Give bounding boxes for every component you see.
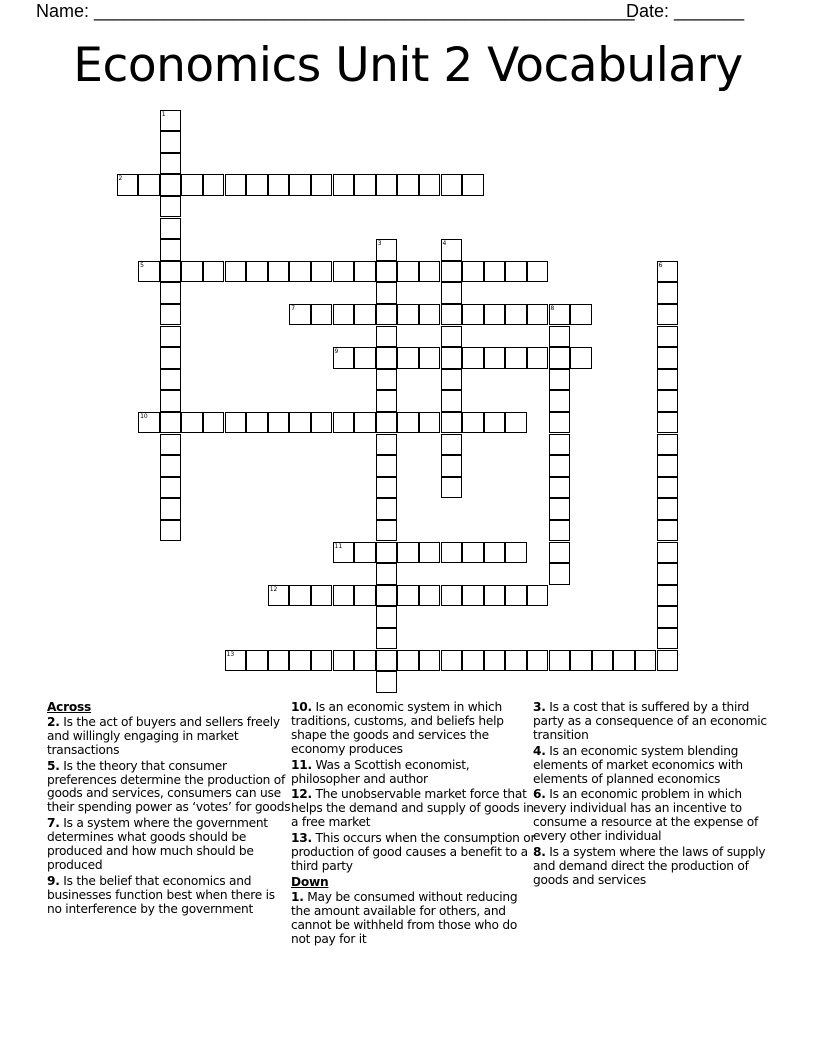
crossword-cell[interactable] xyxy=(592,650,614,672)
crossword-cell[interactable] xyxy=(117,174,139,196)
crossword-cell[interactable] xyxy=(203,261,225,283)
crossword-cell[interactable] xyxy=(333,585,355,607)
crossword-cell[interactable] xyxy=(549,455,571,477)
crossword-cell[interactable] xyxy=(549,347,571,369)
crossword-cell[interactable] xyxy=(441,282,463,304)
crossword-cell[interactable] xyxy=(549,326,571,348)
crossword-cell[interactable] xyxy=(657,282,679,304)
clue-number: 11 xyxy=(334,542,343,550)
crossword-cell[interactable] xyxy=(419,174,441,196)
crossword-cell[interactable] xyxy=(657,498,679,520)
crossword-cell[interactable] xyxy=(160,239,182,261)
crossword-grid xyxy=(117,110,717,710)
crossword-cell[interactable] xyxy=(635,650,657,672)
clue-down-8: 8. Is a system where the laws of supply and demand direct the production of goods and services xyxy=(533,845,766,887)
crossword-cell[interactable] xyxy=(462,174,484,196)
crossword-cell[interactable] xyxy=(376,304,398,326)
crossword-cell[interactable] xyxy=(419,261,441,283)
crossword-cell[interactable] xyxy=(376,261,398,283)
crossword-cell[interactable] xyxy=(397,261,419,283)
crossword-cell[interactable] xyxy=(549,520,571,542)
crossword-cell[interactable] xyxy=(376,282,398,304)
down-heading: Down xyxy=(291,874,329,889)
crossword-cell[interactable] xyxy=(441,239,463,261)
crossword-cell[interactable] xyxy=(505,347,527,369)
crossword-cell[interactable] xyxy=(397,585,419,607)
crossword-cell[interactable] xyxy=(160,218,182,240)
crossword-cell[interactable] xyxy=(160,520,182,542)
crossword-cell[interactable] xyxy=(419,650,441,672)
crossword-cell[interactable] xyxy=(268,174,290,196)
crossword-cell[interactable] xyxy=(657,390,679,412)
crossword-cell[interactable] xyxy=(354,412,376,434)
crossword-cell[interactable] xyxy=(333,412,355,434)
clue-across-11: 11. Was a Scottish economist, philosopher and author xyxy=(291,757,470,786)
clue-number: 2 xyxy=(118,175,123,183)
clue-number: 1 xyxy=(161,110,166,118)
crossword-cell[interactable] xyxy=(462,585,484,607)
crossword-cell[interactable] xyxy=(376,174,398,196)
clues-column-2 xyxy=(291,701,536,948)
clue-down-1: 1. May be consumed without reducing the amount available for others, and cannot be withheld from those who do not pay for it xyxy=(291,889,518,946)
crossword-cell[interactable] xyxy=(181,174,203,196)
crossword-cell[interactable] xyxy=(657,434,679,456)
clue-number: 7 xyxy=(291,304,296,312)
crossword-cell[interactable] xyxy=(441,347,463,369)
crossword-cell[interactable] xyxy=(160,434,182,456)
crossword-cell[interactable] xyxy=(657,563,679,585)
name-field-label: Name: ______________________________________________________ xyxy=(36,1,635,21)
crossword-cell[interactable] xyxy=(376,455,398,477)
crossword-cell[interactable] xyxy=(505,304,527,326)
clue-number: 9 xyxy=(334,348,339,356)
crossword-cell[interactable] xyxy=(441,369,463,391)
crossword-cell[interactable] xyxy=(246,650,268,672)
crossword-cell[interactable] xyxy=(570,304,592,326)
clue-number: 8 xyxy=(550,304,555,312)
clue-across-5: 5. Is the theory that consumer preferences determine the production of goods and services, consumers can use their spending power as ‘votes’ for goods xyxy=(47,758,291,815)
crossword-cell[interactable] xyxy=(613,650,635,672)
crossword-cell[interactable] xyxy=(289,585,311,607)
across-heading: Across xyxy=(47,700,92,714)
clue-number: 6 xyxy=(658,261,663,269)
crossword-cell[interactable] xyxy=(657,261,679,283)
crossword-cell[interactable] xyxy=(181,412,203,434)
crossword-cell[interactable] xyxy=(160,110,182,132)
crossword-cell[interactable] xyxy=(441,455,463,477)
crossword-cell[interactable] xyxy=(419,542,441,564)
clues-column-3 xyxy=(533,701,778,890)
crossword-cell[interactable] xyxy=(527,304,549,326)
crossword-cell[interactable] xyxy=(657,542,679,564)
crossword-cell[interactable] xyxy=(376,650,398,672)
crossword-cell[interactable] xyxy=(376,671,398,693)
crossword-cell[interactable] xyxy=(549,563,571,585)
crossword-cell[interactable] xyxy=(311,174,333,196)
crossword-cell[interactable] xyxy=(549,650,571,672)
crossword-cell[interactable] xyxy=(397,650,419,672)
crossword-cell[interactable] xyxy=(333,304,355,326)
clue-down-4: 4. Is an economic system blending elements of market economics with elements of planned economics xyxy=(533,743,743,786)
crossword-cell[interactable] xyxy=(657,606,679,628)
crossword-cell[interactable] xyxy=(160,347,182,369)
crossword-cell[interactable] xyxy=(462,542,484,564)
crossword-cell[interactable] xyxy=(419,585,441,607)
crossword-cell[interactable] xyxy=(333,347,355,369)
crossword-cell[interactable] xyxy=(246,174,268,196)
crossword-cell[interactable] xyxy=(376,412,398,434)
crossword-cell[interactable] xyxy=(657,455,679,477)
crossword-cell[interactable] xyxy=(527,347,549,369)
clue-number: 13 xyxy=(226,650,235,658)
crossword-cell[interactable] xyxy=(160,153,182,175)
crossword-cell[interactable] xyxy=(289,261,311,283)
crossword-cell[interactable] xyxy=(441,542,463,564)
crossword-cell[interactable] xyxy=(268,261,290,283)
crossword-cell[interactable] xyxy=(527,650,549,672)
crossword-cell[interactable] xyxy=(657,369,679,391)
crossword-cell[interactable] xyxy=(397,542,419,564)
crossword-cell[interactable] xyxy=(181,261,203,283)
crossword-cell[interactable] xyxy=(138,174,160,196)
crossword-cell[interactable] xyxy=(311,585,333,607)
crossword-cell[interactable] xyxy=(268,650,290,672)
crossword-cell[interactable] xyxy=(311,650,333,672)
clue-across-10: 10. Is an economic system in which traditions, customs, and beliefs help shape the goods and services the economy produces xyxy=(291,700,504,756)
clue-number: 3 xyxy=(377,240,382,248)
crossword-cell[interactable] xyxy=(657,650,679,672)
crossword-cell[interactable] xyxy=(376,390,398,412)
crossword-cell[interactable] xyxy=(160,282,182,304)
crossword-cell[interactable] xyxy=(333,650,355,672)
crossword-cell[interactable] xyxy=(549,390,571,412)
crossword-cell[interactable] xyxy=(549,369,571,391)
crossword-cell[interactable] xyxy=(376,563,398,585)
crossword-cell[interactable] xyxy=(376,520,398,542)
crossword-cell[interactable] xyxy=(138,412,160,434)
crossword-cell[interactable] xyxy=(311,304,333,326)
clue-across-2: 2. Is the act of buyers and sellers freely and willingly engaging in market transactions xyxy=(47,714,280,757)
crossword-cell[interactable] xyxy=(462,304,484,326)
page-title: Economics Unit 2 Vocabulary xyxy=(73,38,743,93)
crossword-cell[interactable] xyxy=(203,412,225,434)
crossword-cell[interactable] xyxy=(225,650,247,672)
crossword-cell[interactable] xyxy=(376,239,398,261)
crossword-cell[interactable] xyxy=(657,326,679,348)
clue-across-13: 13. This occurs when the consumption or production of good causes a benefit to a third party xyxy=(291,831,536,873)
crossword-cell[interactable] xyxy=(376,477,398,499)
crossword-cell[interactable] xyxy=(462,650,484,672)
crossword-cell[interactable] xyxy=(441,585,463,607)
crossword-cell[interactable] xyxy=(138,261,160,283)
crossword-cell[interactable] xyxy=(505,261,527,283)
crossword-cell[interactable] xyxy=(354,304,376,326)
crossword-cell[interactable] xyxy=(549,542,571,564)
crossword-cell[interactable] xyxy=(570,650,592,672)
clue-down-6: 6. Is an economic problem in which every individual has an incentive to consume a resource at the expense of every other individual xyxy=(533,787,759,844)
crossword-cell[interactable] xyxy=(160,390,182,412)
crossword-cell[interactable] xyxy=(246,261,268,283)
crossword-cell[interactable] xyxy=(657,347,679,369)
clue-across-7: 7. Is a system where the government determines what goods should be produced and how much should be produced xyxy=(47,816,268,872)
crossword-cell[interactable] xyxy=(484,304,506,326)
clue-number: 10 xyxy=(140,412,148,420)
crossword-cell[interactable] xyxy=(376,347,398,369)
crossword-cell[interactable] xyxy=(376,606,398,628)
crossword-cell[interactable] xyxy=(462,347,484,369)
crossword-cell[interactable] xyxy=(354,585,376,607)
crossword-cell[interactable] xyxy=(441,390,463,412)
crossword-cell[interactable] xyxy=(160,455,182,477)
crossword-cell[interactable] xyxy=(225,261,247,283)
crossword-cell[interactable] xyxy=(484,261,506,283)
crossword-cell[interactable] xyxy=(657,477,679,499)
crossword-cell[interactable] xyxy=(419,347,441,369)
crossword-cell[interactable] xyxy=(527,261,549,283)
crossword-cell[interactable] xyxy=(462,412,484,434)
crossword-cell[interactable] xyxy=(354,261,376,283)
crossword-cell[interactable] xyxy=(268,412,290,434)
clue-number: 5 xyxy=(140,261,144,269)
crossword-cell[interactable] xyxy=(549,304,571,326)
crossword-cell[interactable] xyxy=(160,261,182,283)
crossword-cell[interactable] xyxy=(289,174,311,196)
crossword-cell[interactable] xyxy=(160,131,182,153)
crossword-cell[interactable] xyxy=(657,628,679,650)
crossword-cell[interactable] xyxy=(484,585,506,607)
crossword-cell[interactable] xyxy=(203,174,225,196)
crossword-cell[interactable] xyxy=(160,369,182,391)
crossword-cell[interactable] xyxy=(441,650,463,672)
crossword-cell[interactable] xyxy=(549,434,571,456)
crossword-cell[interactable] xyxy=(441,174,463,196)
crossword-cell[interactable] xyxy=(657,412,679,434)
crossword-cell[interactable] xyxy=(333,542,355,564)
crossword-cell[interactable] xyxy=(441,304,463,326)
crossword-cell[interactable] xyxy=(505,412,527,434)
crossword-cell[interactable] xyxy=(549,498,571,520)
crossword-cell[interactable] xyxy=(376,628,398,650)
crossword-cell[interactable] xyxy=(225,412,247,434)
crossword-cell[interactable] xyxy=(376,434,398,456)
crossword-cell[interactable] xyxy=(354,347,376,369)
crossword-cell[interactable] xyxy=(462,261,484,283)
crossword-cell[interactable] xyxy=(289,412,311,434)
clue-across-9: 9. Is the belief that economics and businesses function best when there is no interference by the government xyxy=(47,873,275,916)
crossword-cell[interactable] xyxy=(160,196,182,218)
crossword-cell[interactable] xyxy=(160,477,182,499)
crossword-cell[interactable] xyxy=(505,542,527,564)
crossword-cell[interactable] xyxy=(397,412,419,434)
crossword-cell[interactable] xyxy=(354,174,376,196)
crossword-cell[interactable] xyxy=(549,412,571,434)
crossword-cell[interactable] xyxy=(397,347,419,369)
crossword-cell[interactable] xyxy=(289,650,311,672)
crossword-cell[interactable] xyxy=(657,585,679,607)
crossword-cell[interactable] xyxy=(441,434,463,456)
crossword-cell[interactable] xyxy=(657,520,679,542)
crossword-cell[interactable] xyxy=(484,542,506,564)
clue-number: 4 xyxy=(442,240,447,248)
clue-number: 12 xyxy=(269,585,278,593)
crossword-cell[interactable] xyxy=(160,174,182,196)
crossword-cell[interactable] xyxy=(570,347,592,369)
clue-down-3: 3. Is a cost that is suffered by a third party as a consequence of an economic transition xyxy=(533,700,767,742)
crossword-cell[interactable] xyxy=(505,585,527,607)
crossword-cell[interactable] xyxy=(354,542,376,564)
crossword-cell[interactable] xyxy=(160,412,182,434)
crossword-cell[interactable] xyxy=(333,261,355,283)
crossword-cell[interactable] xyxy=(441,477,463,499)
crossword-cell[interactable] xyxy=(484,650,506,672)
crossword-cell[interactable] xyxy=(484,412,506,434)
crossword-cell[interactable] xyxy=(225,174,247,196)
crossword-cell[interactable] xyxy=(527,585,549,607)
crossword-cell[interactable] xyxy=(376,585,398,607)
crossword-cell[interactable] xyxy=(376,542,398,564)
crossword-cell[interactable] xyxy=(441,326,463,348)
crossword-cell[interactable] xyxy=(376,369,398,391)
crossword-cell[interactable] xyxy=(505,650,527,672)
crossword-cell[interactable] xyxy=(419,412,441,434)
crossword-cell[interactable] xyxy=(419,304,441,326)
date-field-label: Date: _______ xyxy=(626,1,745,21)
crossword-cell[interactable] xyxy=(289,304,311,326)
crossword-cell[interactable] xyxy=(160,326,182,348)
crossword-cell[interactable] xyxy=(397,304,419,326)
crossword-cell[interactable] xyxy=(333,174,355,196)
crossword-cell[interactable] xyxy=(441,261,463,283)
crossword-cell[interactable] xyxy=(549,477,571,499)
crossword-cell[interactable] xyxy=(160,304,182,326)
crossword-cell[interactable] xyxy=(441,412,463,434)
crossword-cell[interactable] xyxy=(354,650,376,672)
crossword-cell[interactable] xyxy=(311,412,333,434)
crossword-cell[interactable] xyxy=(160,498,182,520)
crossword-cell[interactable] xyxy=(311,261,333,283)
crossword-cell[interactable] xyxy=(376,498,398,520)
crossword-cell[interactable] xyxy=(657,304,679,326)
crossword-cell[interactable] xyxy=(246,412,268,434)
crossword-cell[interactable] xyxy=(268,585,290,607)
crossword-cell[interactable] xyxy=(484,347,506,369)
crossword-cell[interactable] xyxy=(376,326,398,348)
clue-across-12: 12. The unobservable market force that helps the demand and supply of goods in a free market xyxy=(291,787,534,830)
crossword-cell[interactable] xyxy=(397,174,419,196)
clues-column-1 xyxy=(47,701,292,919)
